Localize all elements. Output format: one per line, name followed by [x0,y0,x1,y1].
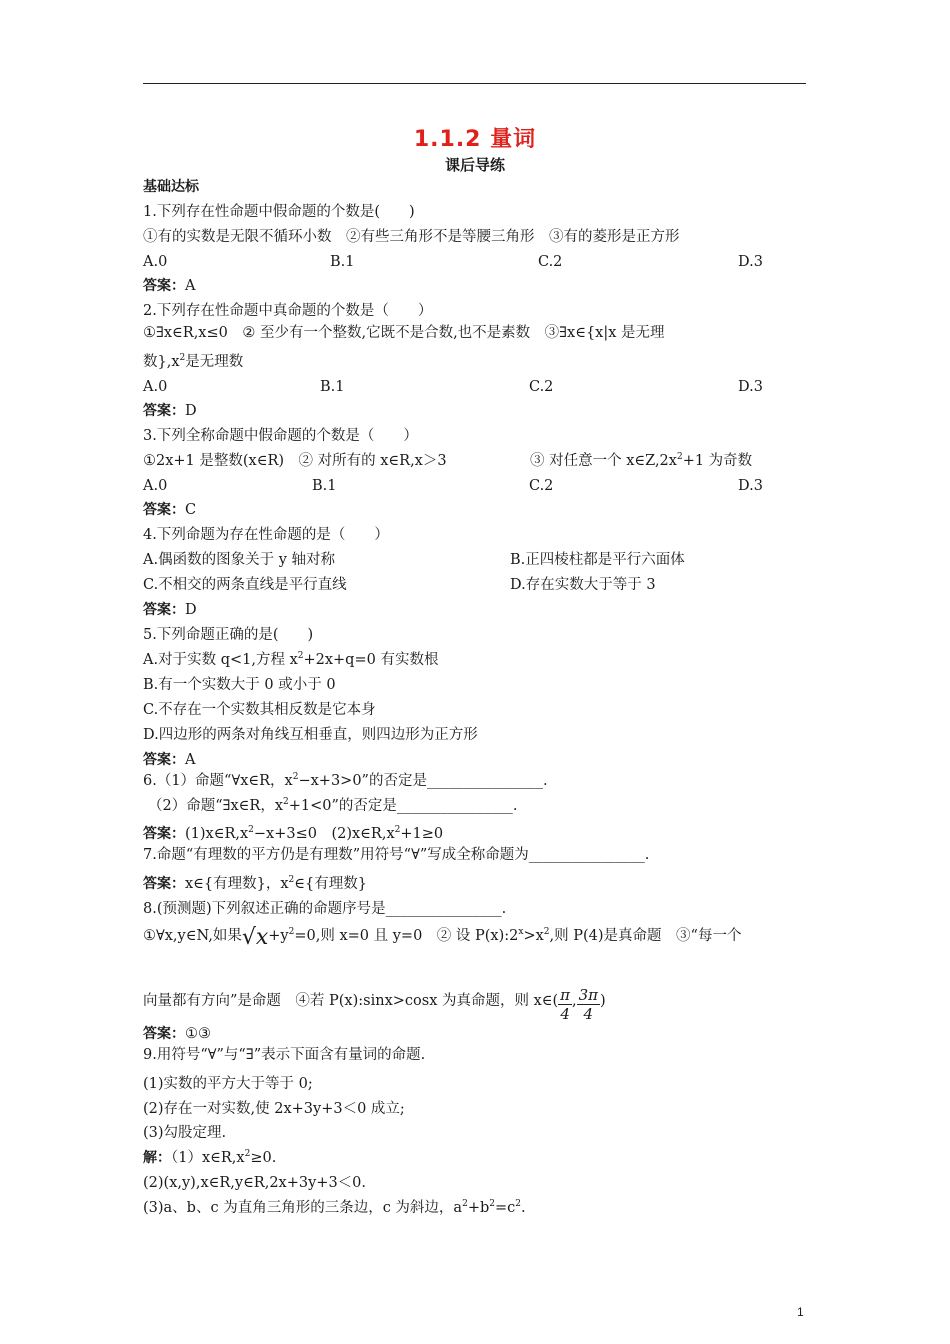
q3-option-a: A.0 [143,478,168,494]
q3-option-b: B.1 [312,478,337,494]
sqrt-x-symbol: √x [241,925,269,950]
answer-label: 答案： [143,752,185,768]
q8-stem: 8.(预测题)下列叙述正确的命题序号是________________. [143,901,507,917]
answer-value: D [185,403,197,419]
q9-solution-2: (2)(x,y),x∈R,y∈R,2x+3y+3＜0. [143,1175,367,1191]
q2-statements-line2: 数}$,x^2$是无理数 [143,353,244,370]
answer-label: 答案： [143,876,185,892]
q4-option-b: B.正四棱柱都是平行六面体 [510,552,685,568]
q3-option-d: D.3 [738,478,763,494]
page-number: 1 [797,1305,804,1319]
solution-label: 解： [143,1150,171,1166]
q5-answer [143,751,195,769]
answer-value: D [185,602,197,618]
section-heading: 基础达标 [143,179,199,195]
q1-option-a: A.0 [143,254,168,270]
answer-value: A [185,278,196,294]
q4-option-d: D.存在实数大于等于 3 [510,577,656,593]
fraction-pi-over-4: $\frac{\pi}{4}$ [560,986,571,1023]
q5-option-a: A.对于实数 q<1,方程 $x^2+2x+q=0$ 有实数根 [143,651,439,668]
q1-answer [143,277,195,295]
q9-item-3: (3)勾股定理. [143,1125,227,1141]
q4-option-c: C.不相交的两条直线是平行直线 [143,577,347,593]
q1-stem: 1.下列存在性命题中假命题的个数是( ) [143,204,415,220]
q2-option-b: B.1 [320,379,345,395]
q6-part1: 6.（1）命题“∀x∈R，$x^2-x+3>0$”的否定是________________. [143,772,548,789]
q9-solution-1: 解：$(1)x\in R,x^2\ge 0$. [143,1149,277,1166]
q1-statements: ①有的实数是无限不循环小数 ②有些三角形不是等腰三角形 ③有的菱形是正方形 [143,229,680,245]
q1-option-b: B.1 [330,254,355,270]
q6-answer: 答案：$(1)x\in R,x^2-x+3\le 0$ $(2)x\in R,x^2+1\ge 0$ [143,825,444,842]
q9-item-2: (2)存在一对实数,使 2x+3y+3＜0 成立; [143,1101,405,1117]
page-subtitle: 课后导练 [444,156,505,174]
q2-option-d: D.3 [738,379,763,395]
q4-option-a: A.偶函数的图象关于 y 轴对称 [143,552,335,568]
q6-part2: （2）命题“∃x∈R，$x^2+1<0$”的否定是________________. [148,797,518,814]
q4-stem: 4.下列命题为存在性命题的是（ ） [143,527,389,543]
q1-option-d: D.3 [738,254,763,270]
q5-option-d: D.四边形的两条对角线互相垂直，则四边形为正方形 [143,727,478,743]
q8-line2: 向量都有方向”是命题 ④若 P(x):sinx>cosx 为真命题，则 x∈( $\frac{\pi}{4}$ , $\frac{3\pi}{4}$ ) [143,986,606,1023]
q2-statements-line1: ①∃x∈R,x≤0 ② 至少有一个整数,它既不是合数,也不是素数 ③∃x∈{x|x 是无理 [143,325,665,341]
q9-stem: 9.用符号“∀”与“∃”表示下面含有量词的命题. [143,1047,426,1063]
answer-value: ①③ [185,1026,211,1042]
q3-stem: 3.下列全称命题中假命题的个数是（ ） [143,428,418,444]
q7-answer: 答案：x∈{有理数}，$x^2\in${有理数} [143,875,367,892]
q5-stem: 5.下列命题正确的是( ) [143,627,314,643]
q3-answer [143,501,196,519]
q5-option-c: C.不存在一个实数其相反数是它本身 [143,702,376,718]
q9-item-1: (1)实数的平方大于等于 0; [143,1076,313,1092]
q3-statement-3: ③ 对任意一个 $x\in Z,2x^2+1$ 为奇数 [530,452,753,469]
page-title: 1.1.2 量词 [413,127,537,152]
answer-label: 答案： [143,278,185,294]
answer-label: 答案： [143,502,185,518]
fraction-3pi-over-4: $\frac{3\pi}{4}$ [578,986,599,1023]
header-rule [143,83,806,84]
q1-option-c: C.2 [538,254,563,270]
q7-stem: 7.命题“有理数的平方仍是有理数”用符号“∀”写成全称命题为________________. [143,847,650,863]
q2-option-c: C.2 [529,379,554,395]
answer-label: 答案： [143,826,185,842]
answer-label: 答案： [143,1026,185,1042]
q8-line1: ①∀x,y∈N,如果$√x+y^2=0$,则 x=0 且 y=0 ② 设 $P(x):2^x>x^2$,则 P(4)是真命题 ③“每一个 [143,925,742,950]
q3-statements-1: ①2x+1 是整数(x∈R) ② 对所有的 x∈R,x＞3 [143,453,447,469]
q4-answer [143,601,197,619]
q2-option-a: A.0 [143,379,168,395]
q9-solution-3: (3)a、b、c 为直角三角形的三条边，c 为斜边，$a^2+b^2=c^2$. [143,1199,526,1216]
q2-stem: 2.下列存在性命题中真命题的个数是（ ） [143,303,433,319]
answer-label: 答案： [143,403,185,419]
q5-option-b: B.有一个实数大于 0 或小于 0 [143,677,336,693]
q3-option-c: C.2 [529,478,554,494]
answer-value: C [185,502,197,518]
q8-answer [143,1025,211,1043]
answer-label: 答案： [143,602,185,618]
answer-value: A [185,752,196,768]
q2-answer [143,402,197,420]
